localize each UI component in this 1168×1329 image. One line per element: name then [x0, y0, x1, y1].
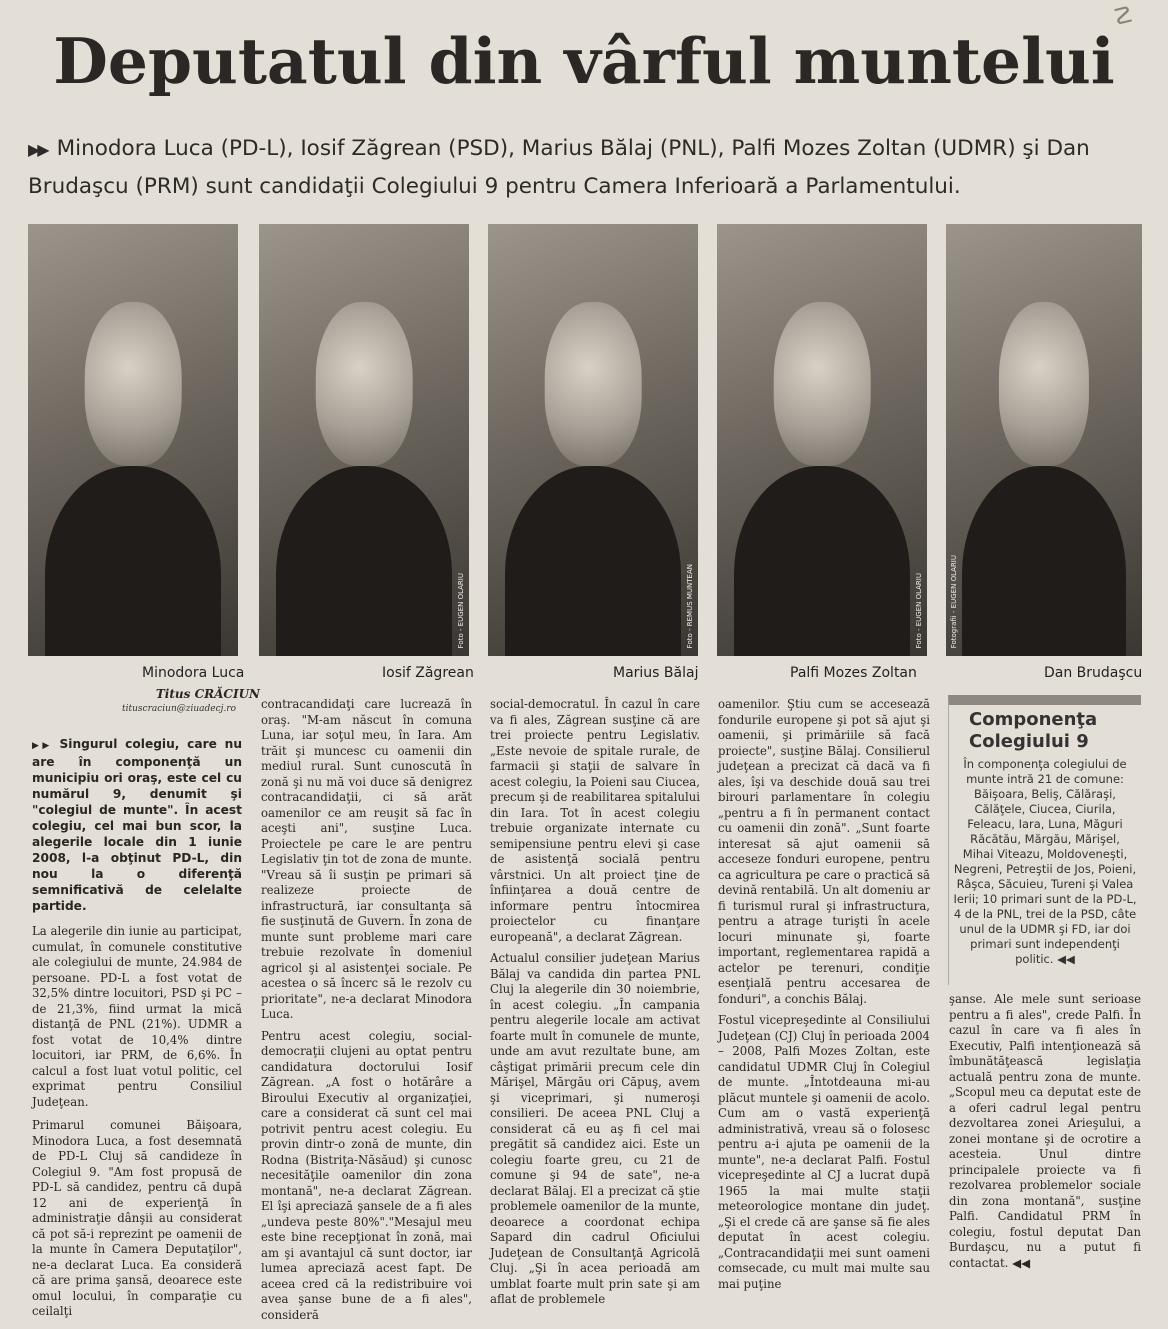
- article-column-2: [261, 697, 472, 1329]
- photo-dan-brudascu: [946, 224, 1142, 656]
- photo-caption: Marius Bălaj: [613, 665, 699, 681]
- double-arrow-icon: ▶▶: [28, 140, 47, 159]
- article-column-3: [490, 697, 700, 1314]
- article-column-4: [718, 697, 930, 1298]
- photo-credit: Foto - REMUS MUNTEAN: [686, 563, 694, 648]
- photo-credit: Foto - EUGEN OLARIU: [457, 572, 465, 648]
- portrait-head: [999, 302, 1089, 466]
- body-paragraph: contracandidaţi care lucrează în oraş. "M-am născut în comuna Luna, iar soţul meu, în Iara. Am trăit şi muncesc cu oamenii din mediul rural. Sunt cunoscută în zonă şi nu mă voi duce să denigrez contracandidaţii, ci să arăt oamenilor ce am reuşit să fac în aceşti ani", susţine Luca. Proiectele pe care le are pentru Legislativ ţin tot de zona de munte. "Vreau să îi susţin pe primari să realizeze proiecte de infrastructură, iar consultanţa să fie susţinută de Guvern. În zona de munte sunt probleme mari care trebuie rezolvate în domeniul agricol şi al asistenţei sociale. Pe acestea o să încerc să le rezolv cu prioritate", ne-a declarat Minodora Luca.: [261, 697, 472, 1021]
- photo-iosif-zagrean: [259, 224, 469, 656]
- headline: Deputatul din vârful muntelui: [53, 24, 1115, 98]
- body-paragraph: social-democratul. În cazul în care va fi ales, Zăgrean susţine că are trei proiecte pentru Legislativ. „Este nevoie de spitale rurale, de farmacii şi staţii de salvare în acest colegiu, la Poieni sau Ciucea, precum şi de reabilitarea spitalului din Iara. Tot în acest colegiu trebuie organizate internate cu semipensiune pentru elevi şi case de asistenţă socială pentru vârstnici. Un alt proiect ţine de înfiinţarea a două centre de informare pentru întocmirea proiectelor cu finanţare europeană", a declarat Zăgrean.: [490, 697, 700, 944]
- portrait-body: [45, 466, 221, 656]
- body-paragraph: Pentru acest colegiu, social-democraţii clujeni au optat pentru candidatura doctorului Iosif Zăgrean. „A fost o hotărâre a Biroului Executiv al organizaţiei, care a considerat că sunt cel mai potrivit pentru acest colegiu. Eu provin dintr-o zonă de munte, din Rodna (Bistriţa-Năsăud) şi cunosc necesităţile oamenilor din zona montană", ne-a declarat Zăgrean. El îşi apreciază şansele de a fi ales „undeva peste 80%"."Mesajul meu este bine recepţionat în zonă, mai am şi avantajul că sunt doctor, iar lumea apreciază acest fapt. De aceea cred că la redistribuire voi avea şanse bune de a fi ales", consideră: [261, 1028, 472, 1322]
- intro-paragraph: ▶▶ Singurul colegiu, care nu are în componenţă un municipiu ori oraş, este cel cu numărul 9, denumit şi "colegiul de munte". În acest colegiu, cel mai bun scor, la alegerile locale din 1 iunie 2008, l-a obţinut PD-L, din nou la o diferenţă semnificativă de celelalte partide.: [32, 737, 242, 913]
- lead-text: Minodora Luca (PD-L), Iosif Zăgrean (PSD), Marius Bălaj (PNL), Palfi Mozes Zoltan (UDMR) şi Dan Brudaşcu (PRM) sunt candidaţii Colegiului 9 pentru Camera Inferioară a Parlamentului.: [28, 136, 1090, 199]
- portrait-head: [85, 302, 182, 466]
- photo-palfi-mozes-zoltan: [717, 224, 927, 656]
- portrait-head: [316, 302, 413, 466]
- photo-caption: Iosif Zăgrean: [382, 665, 474, 681]
- body-paragraph: Primarul comunei Băişoara, Minodora Luca, a fost desemnată de PD-L Cluj să candideze în Colegiul 9. "Am fost propusă de PD-L să candidez, pentru că după 12 ani de experienţă în administraţie dânşii au considerat că pot să-i reprezint pe oamenii de la munte în Camera Deputaţilor", ne-a declarat Luca. Ea consideră că are prima şansă, deoarece este omul locului, în comparaţie cu ceilalţi: [32, 1118, 242, 1318]
- sidebar-text: În componenţa colegiului de munte intră 21 de comune: Băişoara, Beliş, Călăraşi, Călăţele, Ciucea, Ciurila, Feleacu, Iara, Luna, Măguri Răcătău, Mărgău, Mărişel, Mihai Viteazu, Moldoveneşti, Negreni, Petreştii de Jos, Poieni, Râşca, Săcuieu, Tureni şi Valea Ierii; 10 primari sunt de la PD-L, 4 de la PNL, trei de la PSD, câte unul de la UDMR şi FD, iar doi primari sunt independenţi politic. ◀◀: [953, 757, 1137, 966]
- portrait-body: [962, 466, 1127, 656]
- photo-caption: Palfi Mozes Zoltan: [790, 665, 917, 681]
- photo-credit: Foto - EUGEN OLARIU: [915, 572, 923, 648]
- body-paragraph: La alegerile din iunie au participat, cumulat, în comunele constitutive ale colegiului de munte, 24.984 de persoane. PD-L a fost votat de 32,5% dintre locuitori, PSD şi PC – de 21,3%, fiind urmat la mică distanţă de PNL (21%). UDMR a fost votat de 10,4% dintre locuitori, iar PRM, de 6,6%. În calcul a fost luat votul politic, cel exprimat pentru Consiliul Judeţean.: [32, 924, 242, 1109]
- body-paragraph: Fostul vicepreşedinte al Consiliului Judeţean (CJ) Cluj în perioada 2004 – 2008, Palfi Mozes Zoltan, este candidatul UDMR Cluj în Colegiul de munte. „Întotdeauna mi-au plăcut muntele şi oamenii de acolo. Cum am o vastă experienţă administrativă, vreau să o folosesc pentru a-i ajuta pe oamenii de la munte", ne-a declarat Palfi. Fostul vicepreşedinte al CJ a lucrat după 1965 la mai multe staţii meteorologice montane din judeţ. „Şi el crede că are şanse să fie ales deputat în acest colegiu. „Contracandidaţii mei sunt oameni comsecade, cu mult mai multe sau mai puţine: [718, 1013, 930, 1291]
- byline-email: tituscraciun@ziuadecj.ro: [122, 704, 237, 714]
- article-column-1: [32, 736, 242, 1326]
- body-paragraph: şanse. Ale mele sunt serioase pentru a fi ales", crede Palfi. În cazul în care va fi ales în Executiv, Palfi intenţionează să îmbunătăţească legislaţia actuală pentru zona de munte. „Scopul meu ca deputat este de a oferi cadrul legal pentru dezvoltarea zonei Arieşului, a zonei montane şi de ocrotire a acesteia. Unul dintre principalele proiecte va fi rezolvarea problemelor sociale din zona montană", susţine Palfi. Candidatul PRM în colegiu, fostul deputat Dan Burdaşcu, nu a putut fi contactat. ◀◀: [949, 992, 1141, 1270]
- portrait-body: [505, 466, 681, 656]
- pen-mark: ☡: [1112, 2, 1134, 30]
- photo-caption: Minodora Luca: [142, 665, 245, 681]
- photo-marius-balaj: [488, 224, 698, 656]
- lead-paragraph: [28, 130, 1140, 205]
- portrait-head: [545, 302, 642, 466]
- photo-caption: Dan Brudaşcu: [1044, 665, 1143, 681]
- byline-author: Titus CRĂCIUN: [155, 687, 260, 701]
- body-paragraph: oamenilor. Ştiu cum se accesează fondurile europene şi pot să ajut şi oamenii, şi primăriile să facă proiecte", susţine Bălaj. Consilierul judeţean a precizat că dacă va fi ales, îşi va deschide două sau trei birouri parlamentare în colegiu „pentru a fi în permanent contact cu oamenii din zonă". „Sunt foarte interesat să ajut oamenii să acceseze fonduri europene, pentru ca agricultura pe care o practică să devină rentabilă. Un alt domeniu ar fi turismul rural şi infrastructura, pentru a atrage turişti în acele locuri minunate şi, foarte important, reglementarea rapidă a actelor pe terenuri, condiţie esenţială pentru accesarea de fonduri", a conchis Bălaj.: [718, 697, 930, 1006]
- double-arrow-icon: ▶▶: [32, 741, 60, 751]
- portrait-body: [276, 466, 452, 656]
- photo-minodora-luca: [28, 224, 238, 656]
- sidebar-box: [948, 695, 1141, 985]
- body-paragraph: Actualul consilier judeţean Marius Bălaj va candida din partea PNL Cluj la alegerile din 30 noiembrie, în acest colegiu. „În campania pentru alegerile locale am activat foarte mult în comunele de munte, unde am avut rezultate bune, am câştigat primării precum cele din Mărişel, Mărgău ori Căpuş, avem şi viceprimari, şi numeroşi consilieri. De aceea PNL Cluj a considerat că eu aş fi cel mai pregătit să candidez aici. Este un colegiu foarte greu, cu 21 de comune şi 94 de sate", ne-a declarat Bălaj. El a precizat că ştie problemele oamenilor de la munte, deoarece a coordonat echipa Sapard din cadrul Oficiului Judeţean de Consultanţă Agricolă Cluj. „Şi în acea perioadă am umblat foarte mult prin sate şi am aflat de problemele: [490, 951, 700, 1306]
- portrait-body: [734, 466, 910, 656]
- sidebar-title: Componenţa Colegiului 9: [969, 709, 1098, 752]
- portrait-head: [774, 302, 871, 466]
- photo-credit: Fotografii - EUGEN OLARIU: [950, 554, 958, 648]
- article-column-5: [949, 992, 1141, 1277]
